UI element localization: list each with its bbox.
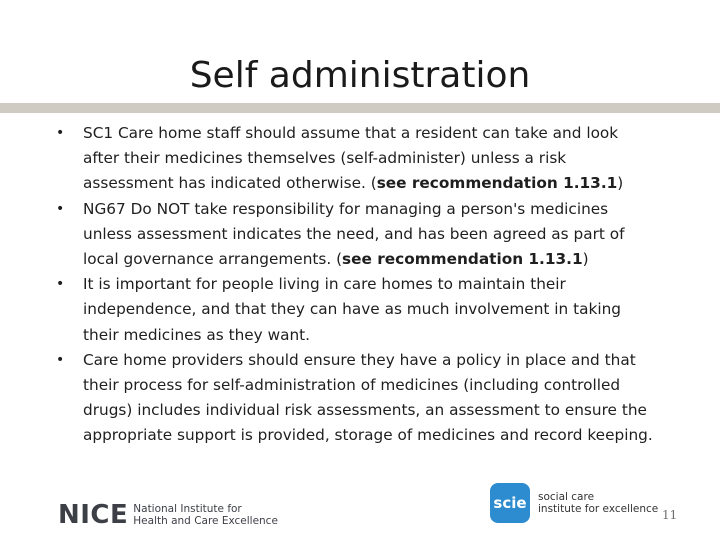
- bullet-item: [52, 272, 658, 348]
- page-number: 11: [662, 508, 678, 522]
- bullet-marker: •: [56, 276, 65, 293]
- title-divider-bar: [0, 103, 720, 113]
- bullet-text: NG67 Do NOT take responsibility for managing a person's medicines unless assessment indicates the need, and has been agreed as part of local governance arrangements. (: [83, 199, 625, 269]
- scie-logo: [490, 482, 658, 524]
- scie-logo-line2: institute for excellence: [538, 503, 659, 515]
- bullet-text: SC1 Care home staff should assume that a resident can take and look after their medicines themselves (self-administer) unless a risk assessment has indicated otherwise. (: [83, 124, 619, 193]
- scie-logo-line1: social care: [538, 491, 595, 503]
- bullet-list: [52, 121, 658, 449]
- slide-title: Self administration: [189, 55, 531, 96]
- bullet-item: [52, 121, 658, 197]
- nice-logo-line2: Health and Care Excellence: [133, 515, 278, 527]
- scie-logo-text: [538, 491, 658, 515]
- bullet-marker: •: [56, 351, 65, 368]
- bullet-item: [52, 348, 658, 449]
- bullet-marker: •: [56, 200, 65, 217]
- bullet-text-end: ): [617, 174, 624, 193]
- bullet-bold-reference: see recommendation 1.13.1: [376, 174, 618, 193]
- nice-logo: [58, 498, 278, 532]
- bullet-text-end: ): [582, 250, 589, 269]
- nice-logo-line1: National Institute for: [133, 503, 242, 515]
- nice-logo-subtitle: [133, 503, 278, 527]
- bullet-item: [52, 197, 658, 273]
- nice-logo-wordmark: NICE: [58, 500, 129, 530]
- bullet-text: Care home providers should ensure they have a policy in place and that their process for self-administration of medicines (including controlled drugs) includes individual risk assessments, an assessment to ensure the appropriate support is provided, storage of medicines and record keeping.: [83, 350, 653, 445]
- bullet-bold-reference: see recommendation 1.13.1: [342, 250, 583, 269]
- bullet-text: It is important for people living in care homes to maintain their independence, and that they can have as much involvement in taking their medicines as they want.: [83, 275, 621, 344]
- bullet-marker: •: [56, 125, 65, 141]
- scie-logo-badge: scie: [490, 483, 530, 523]
